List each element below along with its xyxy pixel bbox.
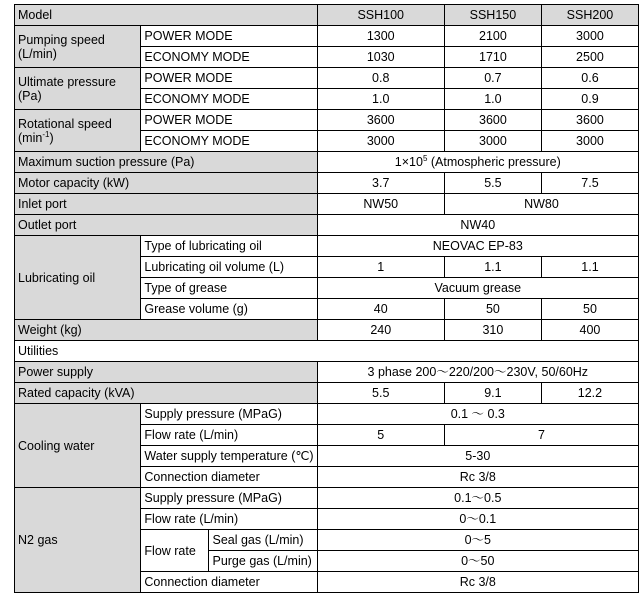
cell: 50 bbox=[444, 299, 541, 320]
ultimate-power-mode: POWER MODE bbox=[141, 68, 317, 89]
cell: NW80 bbox=[444, 194, 638, 215]
grease-type-label: Type of grease bbox=[141, 278, 317, 299]
cell: 7 bbox=[444, 425, 638, 446]
suction-note: (Atmospheric pressure) bbox=[427, 155, 561, 169]
cell: 3000 bbox=[541, 26, 638, 47]
n2-supply-label: Supply pressure (MPaG) bbox=[141, 488, 317, 509]
cell: 5.5 bbox=[444, 173, 541, 194]
cell: 1030 bbox=[317, 47, 444, 68]
cell: 3000 bbox=[541, 131, 638, 152]
cell: 1 bbox=[317, 257, 444, 278]
cell: 1.1 bbox=[541, 257, 638, 278]
cell: 310 bbox=[444, 320, 541, 341]
cell: 0.7 bbox=[444, 68, 541, 89]
model-header: Model bbox=[15, 5, 318, 26]
specification-table bbox=[14, 4, 639, 593]
cell: 0～5 bbox=[317, 530, 638, 551]
cell: 40 bbox=[317, 299, 444, 320]
cell: 1.1 bbox=[444, 257, 541, 278]
cell: 3000 bbox=[317, 131, 444, 152]
rotational-speed-label bbox=[15, 110, 141, 152]
cell: 3600 bbox=[317, 110, 444, 131]
grease-volume-label: Grease volume (g) bbox=[141, 299, 317, 320]
suction-base: 1×10 bbox=[394, 155, 423, 169]
cell: 0.1～0.5 bbox=[317, 488, 638, 509]
cell: 2100 bbox=[444, 26, 541, 47]
table-row bbox=[15, 152, 639, 173]
table-row bbox=[15, 404, 639, 425]
header-row bbox=[15, 5, 639, 26]
rotational-label-sup: -1 bbox=[42, 129, 50, 139]
model-ssh200: SSH200 bbox=[541, 5, 638, 26]
cell: 0.9 bbox=[541, 89, 638, 110]
model-ssh150: SSH150 bbox=[444, 5, 541, 26]
suction-label: Maximum suction pressure (Pa) bbox=[15, 152, 318, 173]
utilities-label: Utilities bbox=[15, 341, 639, 362]
cell: 400 bbox=[541, 320, 638, 341]
n2-purge-label: Purge gas (L/min) bbox=[209, 551, 317, 572]
cell: 3000 bbox=[444, 131, 541, 152]
cell: 0.6 bbox=[541, 68, 638, 89]
cell: 5.5 bbox=[317, 383, 444, 404]
outlet-label: Outlet port bbox=[15, 215, 318, 236]
lube-type-label: Type of lubricating oil bbox=[141, 236, 317, 257]
cell: 3600 bbox=[444, 110, 541, 131]
cell: Rc 3/8 bbox=[317, 572, 638, 593]
table-row bbox=[15, 68, 639, 89]
cell: 7.5 bbox=[541, 173, 638, 194]
cell: 12.2 bbox=[541, 383, 638, 404]
n2-seal-label: Seal gas (L/min) bbox=[209, 530, 317, 551]
cell: NW50 bbox=[317, 194, 444, 215]
rotational-economy-mode: ECONOMY MODE bbox=[141, 131, 317, 152]
cell: 50 bbox=[541, 299, 638, 320]
cell: 3600 bbox=[541, 110, 638, 131]
table-row bbox=[15, 194, 639, 215]
rotational-label-text: Rotational speed (min bbox=[18, 116, 112, 145]
cell: 0～0.1 bbox=[317, 509, 638, 530]
cooling-supply-label: Supply pressure (MPaG) bbox=[141, 404, 317, 425]
n2-gas-label: N2 gas bbox=[15, 488, 141, 593]
power-supply-label: Power supply bbox=[15, 362, 318, 383]
table-row bbox=[15, 110, 639, 131]
cell: NEOVAC EP-83 bbox=[317, 236, 638, 257]
rated-capacity-label: Rated capacity (kVA) bbox=[15, 383, 318, 404]
table-row bbox=[15, 320, 639, 341]
inlet-label: Inlet port bbox=[15, 194, 318, 215]
cell: 0.1 ～ 0.3 bbox=[317, 404, 638, 425]
ultimate-pressure-label: Ultimate pressure (Pa) bbox=[15, 68, 141, 110]
cell: 1710 bbox=[444, 47, 541, 68]
cell: 1.0 bbox=[317, 89, 444, 110]
lube-volume-label: Lubricating oil volume (L) bbox=[141, 257, 317, 278]
cooling-flow-label: Flow rate (L/min) bbox=[141, 425, 317, 446]
n2-connection-label: Connection diameter bbox=[141, 572, 317, 593]
cell: 5 bbox=[317, 425, 444, 446]
cell: 3 phase 200～220/200～230V, 50/60Hz bbox=[317, 362, 638, 383]
cooling-temp-label: Water supply temperature (℃) bbox=[141, 446, 317, 467]
cooling-connection-label: Connection diameter bbox=[141, 467, 317, 488]
rotational-power-mode: POWER MODE bbox=[141, 110, 317, 131]
cell: Rc 3/8 bbox=[317, 467, 638, 488]
cell: 3.7 bbox=[317, 173, 444, 194]
table-row bbox=[15, 488, 639, 509]
suction-value bbox=[317, 152, 638, 173]
weight-label: Weight (kg) bbox=[15, 320, 318, 341]
cell: Vacuum grease bbox=[317, 278, 638, 299]
lubricating-oil-label: Lubricating oil bbox=[15, 236, 141, 320]
table-row bbox=[15, 341, 639, 362]
table-row bbox=[15, 215, 639, 236]
model-ssh100: SSH100 bbox=[317, 5, 444, 26]
cell: 1300 bbox=[317, 26, 444, 47]
table-row bbox=[15, 383, 639, 404]
table-row bbox=[15, 236, 639, 257]
table-row bbox=[15, 26, 639, 47]
ultimate-economy-mode: ECONOMY MODE bbox=[141, 89, 317, 110]
cell: 5-30 bbox=[317, 446, 638, 467]
cooling-water-label: Cooling water bbox=[15, 404, 141, 488]
suction-exp: 5 bbox=[422, 153, 428, 163]
motor-label: Motor capacity (kW) bbox=[15, 173, 318, 194]
cell: 9.1 bbox=[444, 383, 541, 404]
cell: 0～50 bbox=[317, 551, 638, 572]
cell: 2500 bbox=[541, 47, 638, 68]
cell: 0.8 bbox=[317, 68, 444, 89]
pumping-economy-mode: ECONOMY MODE bbox=[141, 47, 317, 68]
n2-flowrate-label: Flow rate bbox=[141, 530, 209, 572]
n2-flow-label: Flow rate (L/min) bbox=[141, 509, 317, 530]
table-row bbox=[15, 173, 639, 194]
cell: 240 bbox=[317, 320, 444, 341]
cell: NW40 bbox=[317, 215, 638, 236]
pumping-power-mode: POWER MODE bbox=[141, 26, 317, 47]
cell: 1.0 bbox=[444, 89, 541, 110]
pumping-speed-label: Pumping speed (L/min) bbox=[15, 26, 141, 68]
table-row bbox=[15, 362, 639, 383]
rotational-label-end: ) bbox=[49, 130, 54, 145]
